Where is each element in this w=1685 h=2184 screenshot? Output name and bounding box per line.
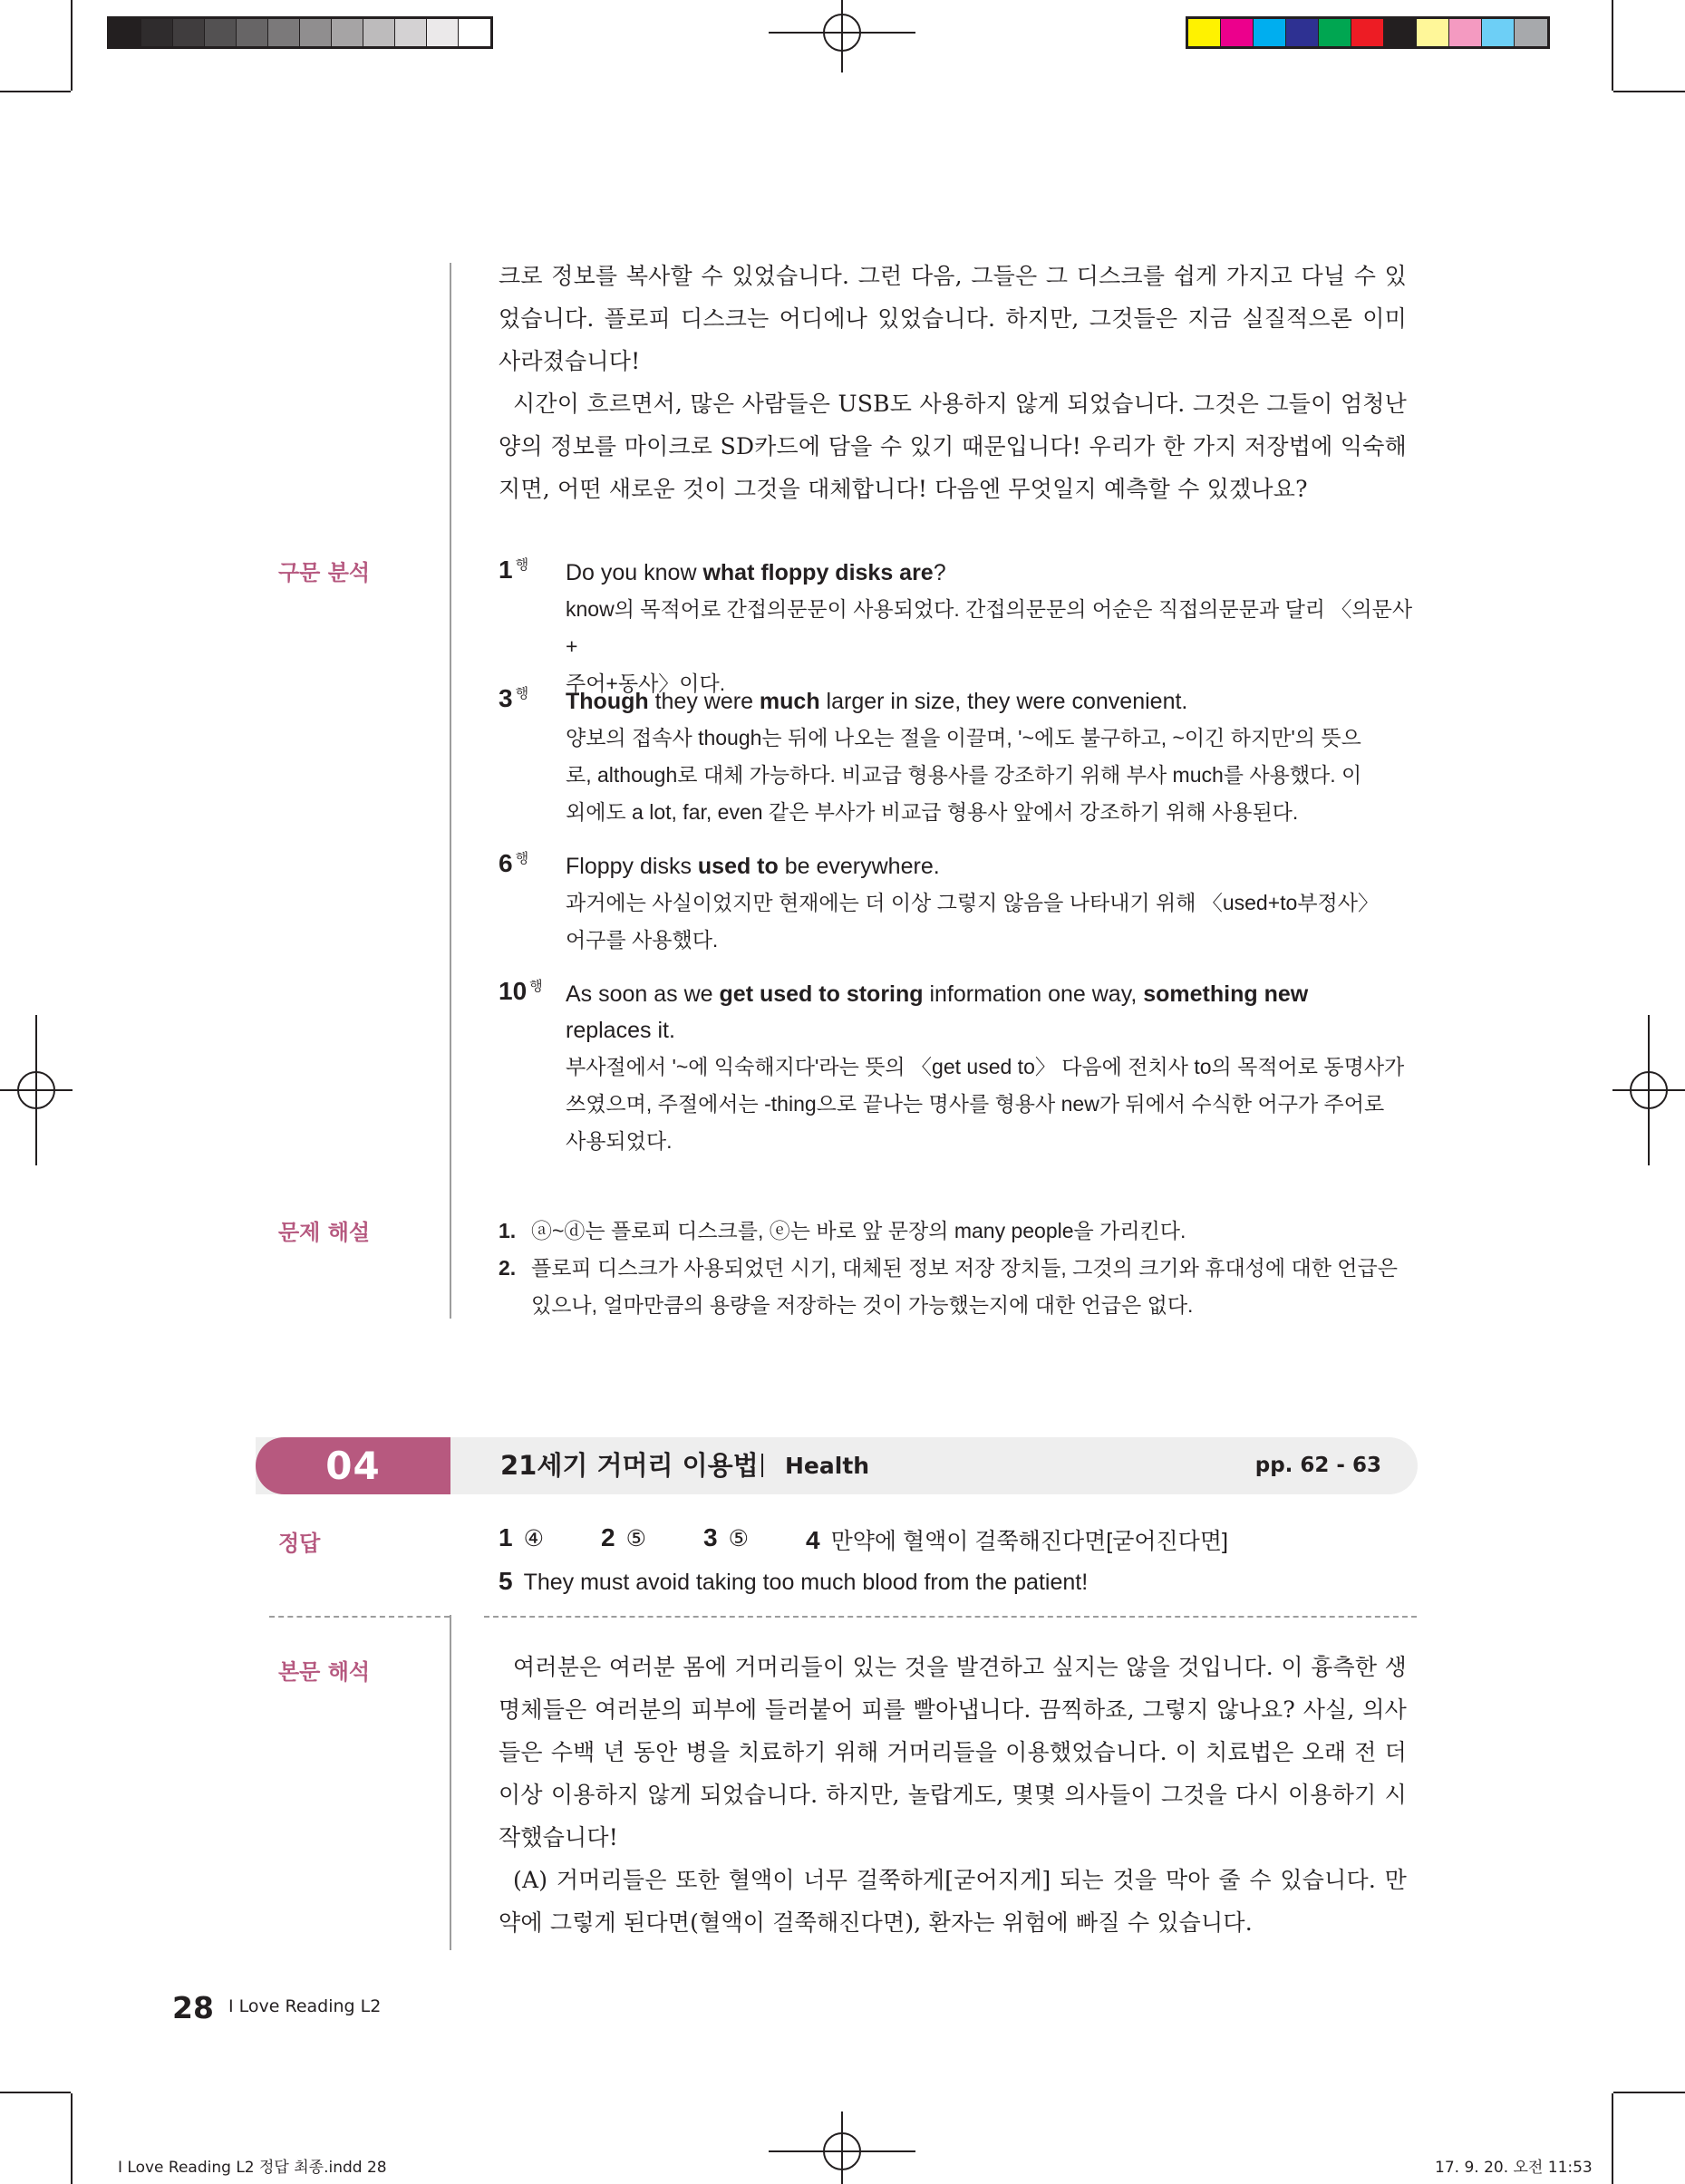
grammar-explanation: 사용되었다. [566, 1129, 673, 1153]
file-slug: I Love Reading L2 정답 최종.indd 28 [118, 2159, 387, 2177]
color-swatch [427, 19, 459, 46]
color-swatch [1449, 19, 1482, 46]
translation-paragraph: 크로 정보를 복사할 수 있었습니다. 그런 다음, 그들은 그 디스크를 쉽게 가지고 다닐 수 있었습니다. 플로피 디스크는 어디에나 있었습니다. 하지만, 그것들은 지금 실질적으론 이미 사라졌습니다! [499, 263, 1407, 374]
item-number: 1. [499, 1219, 517, 1242]
answer-item: 3 ⑤ [703, 1523, 749, 1551]
registration-mark-bottom [769, 2112, 915, 2184]
item-number: 2. [499, 1256, 517, 1280]
grammar-explanation: 과거에는 사실이었지만 현재에는 더 이상 그렇지 않음을 나타내기 위해 〈used+to부정사〉 [566, 891, 1379, 914]
translation-continued [499, 255, 1407, 510]
divider-right [484, 1616, 1417, 1618]
grammar-item [499, 555, 1414, 695]
grammar-sentence: Floppy disks used to be everywhere. [566, 854, 940, 879]
grammar-explanation: 주어+동사〉이다. [566, 672, 726, 695]
section-number: 04 [256, 1437, 450, 1494]
answer-item: 5 They must avoid taking too much blood from the patient! [499, 1567, 1089, 1595]
page-range: pp. 62 - 63 [1254, 1454, 1381, 1477]
column-rule-lower [450, 1615, 451, 1950]
divider-left [269, 1616, 450, 1618]
translation-paragraph: 시간이 흐르면서, 많은 사람들은 USB도 사용하지 않게 되었습니다. 그것은 그들이 엄청난 양의 정보를 마이크로 SD카드에 담을 수 있기 때문입니다! 우리가 한 가지 저장법에 익숙해지면, 어떤 새로운 것이 그것을 대체합니다! 다음엔 무엇일지 예측할 수 있겠나요? [499, 391, 1407, 502]
grammar-explanation: know의 목적어로 간접의문문이 사용되었다. 간접의문문의 어순은 직접의문문과 달리 〈의문사+ [566, 597, 1413, 658]
line-number: 1 [499, 556, 513, 584]
color-swatch [1482, 19, 1515, 46]
line-suffix: 행 [515, 686, 529, 701]
problem-label: 문제 해설 [278, 1220, 371, 1245]
answers-label: 정답 [278, 1531, 321, 1556]
color-swatch [363, 19, 395, 46]
grammar-sentence: Do you know what floppy disks are? [566, 560, 946, 585]
grammar-explanation: 쓰였으며, 주절에서는 -thing으로 끝나는 명사를 형용사 new가 뒤에서 수식한 어구가 주어로 [566, 1092, 1385, 1116]
grammar-explanation: 양보의 접속사 though는 뒤에 나오는 절을 이끌며, '~에도 불구하고, ~이긴 하지만'의 뜻으 [566, 726, 1361, 749]
translation-body [499, 1646, 1407, 1944]
registration-mark-top [769, 0, 915, 72]
grammar-explanation: 어구를 사용했다. [566, 928, 719, 952]
translation-paragraph: (A) 거머리들은 또한 혈액이 너무 걸쭉하게[굳어지게] 되는 것을 막아 줄 수 있습니다. 만약에 그렇게 된다면(혈액이 걸쭉해진다면), 환자는 위험에 빠질 수 있습니다. [499, 1867, 1407, 1936]
grammar-explanation: 부사절에서 '~에 익숙해지다'라는 뜻의 〈get used to〉 다음에 전치사 to의 목적어로 동명사가 [566, 1055, 1405, 1078]
answer-item: 1 ④ [499, 1523, 544, 1551]
print-timestamp: 17. 9. 20. 오전 11:53 [1435, 2159, 1593, 2177]
color-swatch [300, 19, 332, 46]
color-swatch [205, 19, 237, 46]
color-swatch [1221, 19, 1254, 46]
line-number: 10 [499, 977, 528, 1005]
line-suffix: 행 [515, 851, 529, 866]
grammar-item [499, 976, 1414, 1157]
color-swatch [237, 19, 268, 46]
translation-paragraph: 여러분은 여러분 몸에 거머리들이 있는 것을 발견하고 싶지는 않을 것입니다. 이 흉측한 생명체들은 여러분의 피부에 들러붙어 피를 빨아냅니다. 끔찍하죠, 그렇지 않나요? 사실, 의사들은 수백 년 동안 병을 치료하기 위해 거머리들을 이용했었습니다. 이 치료법은 오래 전 더 이상 이용하지 않게 되었습니다. 하지만, 놀랍게도, 몇몇 의사들이 그것을 다시 이용하기 시작했습니다! [499, 1654, 1407, 1851]
grammar-sentence: As soon as we get used to storing information one way, something new [566, 981, 1309, 1007]
grammar-sentence: replaces it. [566, 1018, 675, 1043]
title-separator [761, 1454, 763, 1477]
line-number: 3 [499, 684, 513, 712]
list-item: 1. ⓐ~ⓓ는 플로피 디스크를, ⓔ는 바로 앞 문장의 many people을 가리킨다. [499, 1213, 1414, 1250]
process-color-bar [1186, 16, 1550, 49]
color-swatch [1254, 19, 1286, 46]
color-swatch [110, 19, 141, 46]
color-swatch [1188, 19, 1221, 46]
answer-item: 2 ⑤ [601, 1523, 646, 1551]
line-suffix: 행 [529, 979, 543, 994]
answer-item: 4 만약에 혈액이 걸쭉해진다면[굳어진다면] [806, 1526, 1228, 1554]
grammar-item [499, 848, 1414, 955]
color-swatch [268, 19, 300, 46]
line-suffix: 행 [515, 557, 529, 573]
color-swatch [332, 19, 363, 46]
grammar-item [499, 683, 1414, 828]
section-category: Health [785, 1453, 870, 1479]
color-swatch [1319, 19, 1351, 46]
color-swatch [173, 19, 205, 46]
book-title: I Love Reading L2 [228, 1996, 382, 2016]
gray-color-bar [107, 16, 493, 49]
color-swatch [1351, 19, 1384, 46]
color-swatch [1417, 19, 1449, 46]
translation-label: 본문 해석 [278, 1659, 371, 1685]
color-swatch [459, 19, 490, 46]
problem-list [499, 1213, 1414, 1324]
registration-mark-left [0, 1015, 73, 1165]
page-number: 28 [172, 1990, 214, 2025]
color-swatch [395, 19, 427, 46]
color-swatch [1515, 19, 1547, 46]
color-swatch [141, 19, 173, 46]
grammar-explanation: 외에도 a lot, far, even 같은 부사가 비교급 형용사 앞에서 강조하기 위해 사용된다. [566, 800, 1299, 824]
column-rule-upper [450, 263, 451, 1319]
color-swatch [1286, 19, 1319, 46]
grammar-explanation: 로, although로 대체 가능하다. 비교급 형용사를 강조하기 위해 부사 much를 사용했다. 이 [566, 763, 1362, 787]
grammar-label: 구문 분석 [278, 560, 371, 585]
list-item: 2. 플로피 디스크가 사용되었던 시기, 대체된 정보 저장 장치들, 그것의 크기와 휴대성에 대한 언급은 있으나, 얼마만큼의 용량을 저장하는 것이 가능했는지에 대한 언급은 없다. [499, 1250, 1414, 1324]
line-number: 6 [499, 849, 513, 877]
section-title: 21세기 거머리 이용법 [500, 1450, 759, 1481]
grammar-sentence: Though they were much larger in size, they were convenient. [566, 689, 1188, 714]
registration-mark-right [1612, 1015, 1685, 1165]
color-swatch [1384, 19, 1417, 46]
